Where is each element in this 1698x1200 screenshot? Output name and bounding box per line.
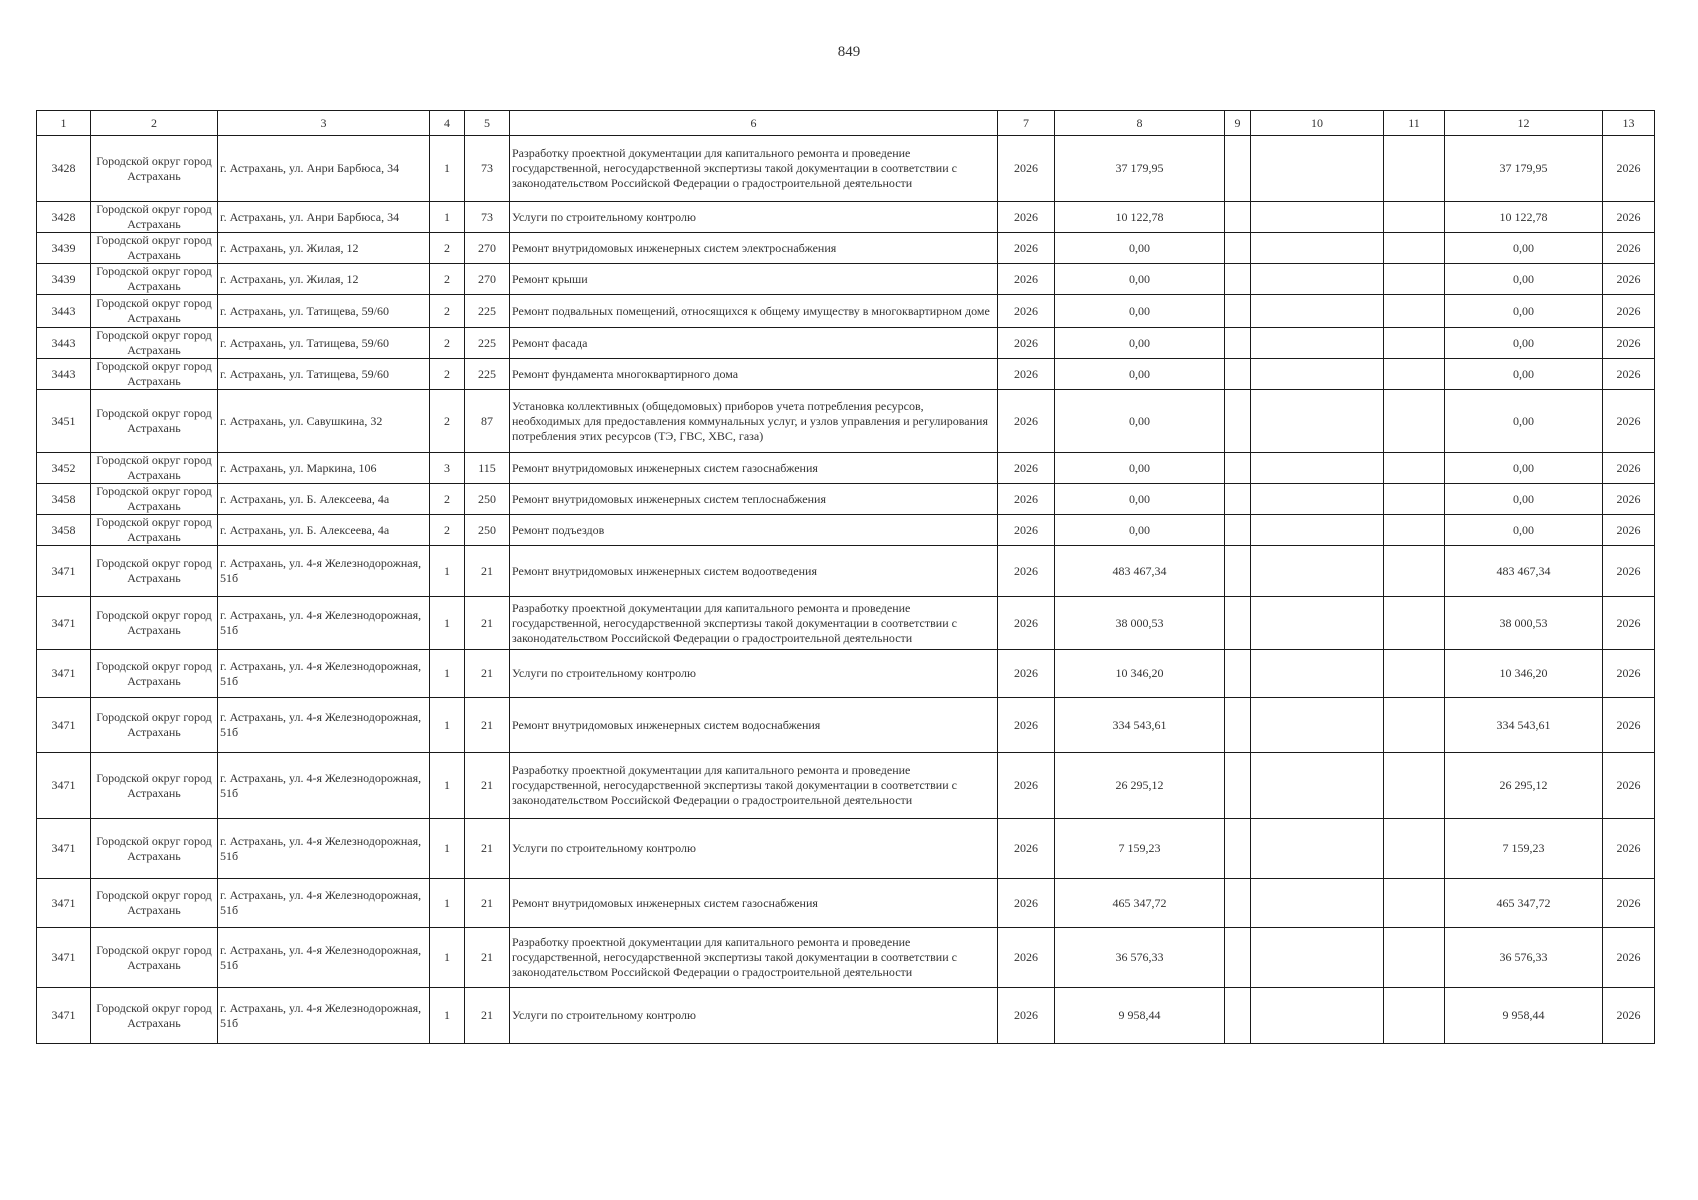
table-row bbox=[37, 233, 1655, 264]
col4-cell: 1 bbox=[430, 753, 465, 819]
address-cell: г. Астрахань, ул. Жилая, 12 bbox=[218, 264, 430, 295]
municipality-cell: Городской округ город Астрахань bbox=[91, 879, 218, 928]
work-type-cell: Ремонт внутридомовых инженерных систем водоснабжения bbox=[510, 698, 998, 753]
work-type-cell: Разработку проектной документации для капитального ремонта и проведение государственной, негосударственной экспертизы такой документации в соответствии с законодательством Российской Федерации о градостроительной деятельности bbox=[510, 597, 998, 650]
column-header: 8 bbox=[1055, 111, 1225, 136]
cost-cell: 10 122,78 bbox=[1055, 202, 1225, 233]
row-id-cell: 3428 bbox=[37, 136, 91, 202]
municipality-cell: Городской округ город Астрахань bbox=[91, 136, 218, 202]
row-id-cell: 3458 bbox=[37, 515, 91, 546]
col5-cell: 225 bbox=[465, 295, 510, 328]
column-header: 11 bbox=[1384, 111, 1445, 136]
col4-cell: 2 bbox=[430, 264, 465, 295]
col11-cell bbox=[1384, 136, 1445, 202]
table-row bbox=[37, 988, 1655, 1044]
year-cell: 2026 bbox=[998, 546, 1055, 597]
col5-cell: 21 bbox=[465, 597, 510, 650]
work-type-cell: Ремонт подъездов bbox=[510, 515, 998, 546]
address-cell: г. Астрахань, ул. Б. Алексеева, 4а bbox=[218, 484, 430, 515]
col13-cell: 2026 bbox=[1603, 928, 1655, 988]
col11-cell bbox=[1384, 988, 1445, 1044]
col4-cell: 2 bbox=[430, 484, 465, 515]
col13-cell: 2026 bbox=[1603, 136, 1655, 202]
cost-cell: 9 958,44 bbox=[1055, 988, 1225, 1044]
col5-cell: 21 bbox=[465, 928, 510, 988]
cost-cell: 36 576,33 bbox=[1055, 928, 1225, 988]
col4-cell: 2 bbox=[430, 233, 465, 264]
col13-cell: 2026 bbox=[1603, 328, 1655, 359]
col4-cell: 2 bbox=[430, 295, 465, 328]
col9-cell bbox=[1225, 988, 1251, 1044]
municipality-cell: Городской округ город Астрахань bbox=[91, 546, 218, 597]
cost-cell: 0,00 bbox=[1055, 359, 1225, 390]
row-id-cell: 3443 bbox=[37, 359, 91, 390]
municipality-cell: Городской округ город Астрахань bbox=[91, 295, 218, 328]
year-cell: 2026 bbox=[998, 879, 1055, 928]
municipality-cell: Городской округ город Астрахань bbox=[91, 819, 218, 879]
col13-cell: 2026 bbox=[1603, 264, 1655, 295]
address-cell: г. Астрахань, ул. 4-я Железнодорожная, 51б bbox=[218, 879, 430, 928]
col12-cell: 0,00 bbox=[1445, 484, 1603, 515]
col13-cell: 2026 bbox=[1603, 988, 1655, 1044]
cost-cell: 483 467,34 bbox=[1055, 546, 1225, 597]
col5-cell: 73 bbox=[465, 202, 510, 233]
col4-cell: 1 bbox=[430, 928, 465, 988]
cost-cell: 0,00 bbox=[1055, 515, 1225, 546]
col9-cell bbox=[1225, 819, 1251, 879]
work-type-cell: Ремонт внутридомовых инженерных систем газоснабжения bbox=[510, 879, 998, 928]
year-cell: 2026 bbox=[998, 650, 1055, 698]
address-cell: г. Астрахань, ул. 4-я Железнодорожная, 51б bbox=[218, 597, 430, 650]
year-cell: 2026 bbox=[998, 484, 1055, 515]
col9-cell bbox=[1225, 879, 1251, 928]
col10-cell bbox=[1251, 597, 1384, 650]
col9-cell bbox=[1225, 390, 1251, 453]
col12-cell: 0,00 bbox=[1445, 390, 1603, 453]
col11-cell bbox=[1384, 928, 1445, 988]
column-header: 5 bbox=[465, 111, 510, 136]
col11-cell bbox=[1384, 390, 1445, 453]
col13-cell: 2026 bbox=[1603, 484, 1655, 515]
col9-cell bbox=[1225, 359, 1251, 390]
col13-cell: 2026 bbox=[1603, 202, 1655, 233]
column-header: 3 bbox=[218, 111, 430, 136]
col9-cell bbox=[1225, 233, 1251, 264]
col12-cell: 0,00 bbox=[1445, 295, 1603, 328]
table-row bbox=[37, 819, 1655, 879]
col9-cell bbox=[1225, 484, 1251, 515]
col4-cell: 1 bbox=[430, 136, 465, 202]
col10-cell bbox=[1251, 264, 1384, 295]
col13-cell: 2026 bbox=[1603, 233, 1655, 264]
work-type-cell: Ремонт подвальных помещений, относящихся к общему имуществу в многоквартирном доме bbox=[510, 295, 998, 328]
table-row bbox=[37, 650, 1655, 698]
col13-cell: 2026 bbox=[1603, 819, 1655, 879]
col10-cell bbox=[1251, 328, 1384, 359]
cost-cell: 465 347,72 bbox=[1055, 879, 1225, 928]
col13-cell: 2026 bbox=[1603, 359, 1655, 390]
col13-cell: 2026 bbox=[1603, 597, 1655, 650]
address-cell: г. Астрахань, ул. Татищева, 59/60 bbox=[218, 328, 430, 359]
work-type-cell: Ремонт внутридомовых инженерных систем электроснабжения bbox=[510, 233, 998, 264]
row-id-cell: 3458 bbox=[37, 484, 91, 515]
address-cell: г. Астрахань, ул. 4-я Железнодорожная, 51б bbox=[218, 819, 430, 879]
col13-cell: 2026 bbox=[1603, 546, 1655, 597]
col12-cell: 37 179,95 bbox=[1445, 136, 1603, 202]
work-type-cell: Ремонт фасада bbox=[510, 328, 998, 359]
column-header: 10 bbox=[1251, 111, 1384, 136]
col10-cell bbox=[1251, 136, 1384, 202]
address-cell: г. Астрахань, ул. 4-я Железнодорожная, 51б bbox=[218, 698, 430, 753]
col9-cell bbox=[1225, 515, 1251, 546]
municipality-cell: Городской округ город Астрахань bbox=[91, 390, 218, 453]
year-cell: 2026 bbox=[998, 928, 1055, 988]
column-header: 1 bbox=[37, 111, 91, 136]
col4-cell: 1 bbox=[430, 202, 465, 233]
address-cell: г. Астрахань, ул. 4-я Железнодорожная, 51б bbox=[218, 928, 430, 988]
row-id-cell: 3471 bbox=[37, 879, 91, 928]
year-cell: 2026 bbox=[998, 988, 1055, 1044]
col12-cell: 334 543,61 bbox=[1445, 698, 1603, 753]
table-row bbox=[37, 484, 1655, 515]
table-row bbox=[37, 753, 1655, 819]
work-type-cell: Разработку проектной документации для капитального ремонта и проведение государственной, негосударственной экспертизы такой документации в соответствии с законодательством Российской Федерации о градостроительной деятельности bbox=[510, 136, 998, 202]
col5-cell: 115 bbox=[465, 453, 510, 484]
row-id-cell: 3471 bbox=[37, 819, 91, 879]
work-type-cell: Услуги по строительному контролю bbox=[510, 988, 998, 1044]
row-id-cell: 3439 bbox=[37, 264, 91, 295]
col5-cell: 21 bbox=[465, 819, 510, 879]
col4-cell: 1 bbox=[430, 546, 465, 597]
year-cell: 2026 bbox=[998, 136, 1055, 202]
year-cell: 2026 bbox=[998, 753, 1055, 819]
cost-cell: 37 179,95 bbox=[1055, 136, 1225, 202]
address-cell: г. Астрахань, ул. 4-я Железнодорожная, 51б bbox=[218, 650, 430, 698]
table-row bbox=[37, 264, 1655, 295]
address-cell: г. Астрахань, ул. Татищева, 59/60 bbox=[218, 359, 430, 390]
address-cell: г. Астрахань, ул. Б. Алексеева, 4а bbox=[218, 515, 430, 546]
col9-cell bbox=[1225, 136, 1251, 202]
row-id-cell: 3439 bbox=[37, 233, 91, 264]
col11-cell bbox=[1384, 484, 1445, 515]
col12-cell: 38 000,53 bbox=[1445, 597, 1603, 650]
cost-cell: 0,00 bbox=[1055, 328, 1225, 359]
municipality-cell: Городской округ город Астрахань bbox=[91, 597, 218, 650]
table-row bbox=[37, 698, 1655, 753]
col13-cell: 2026 bbox=[1603, 515, 1655, 546]
year-cell: 2026 bbox=[998, 295, 1055, 328]
address-cell: г. Астрахань, ул. Татищева, 59/60 bbox=[218, 295, 430, 328]
row-id-cell: 3451 bbox=[37, 390, 91, 453]
col9-cell bbox=[1225, 928, 1251, 988]
col9-cell bbox=[1225, 597, 1251, 650]
col11-cell bbox=[1384, 453, 1445, 484]
table-row bbox=[37, 390, 1655, 453]
col11-cell bbox=[1384, 753, 1445, 819]
address-cell: г. Астрахань, ул. Маркина, 106 bbox=[218, 453, 430, 484]
address-cell: г. Астрахань, ул. Анри Барбюса, 34 bbox=[218, 202, 430, 233]
year-cell: 2026 bbox=[998, 328, 1055, 359]
col5-cell: 270 bbox=[465, 264, 510, 295]
column-header: 2 bbox=[91, 111, 218, 136]
municipality-cell: Городской округ город Астрахань bbox=[91, 264, 218, 295]
row-id-cell: 3443 bbox=[37, 295, 91, 328]
cost-cell: 0,00 bbox=[1055, 233, 1225, 264]
row-id-cell: 3471 bbox=[37, 597, 91, 650]
col11-cell bbox=[1384, 597, 1445, 650]
col12-cell: 0,00 bbox=[1445, 359, 1603, 390]
col12-cell: 10 122,78 bbox=[1445, 202, 1603, 233]
col11-cell bbox=[1384, 879, 1445, 928]
municipality-cell: Городской округ город Астрахань bbox=[91, 328, 218, 359]
year-cell: 2026 bbox=[998, 453, 1055, 484]
row-id-cell: 3471 bbox=[37, 753, 91, 819]
municipality-cell: Городской округ город Астрахань bbox=[91, 515, 218, 546]
col4-cell: 1 bbox=[430, 819, 465, 879]
col11-cell bbox=[1384, 202, 1445, 233]
col5-cell: 87 bbox=[465, 390, 510, 453]
column-number-row bbox=[37, 111, 1655, 136]
row-id-cell: 3428 bbox=[37, 202, 91, 233]
col11-cell bbox=[1384, 264, 1445, 295]
municipality-cell: Городской округ город Астрахань bbox=[91, 233, 218, 264]
col13-cell: 2026 bbox=[1603, 453, 1655, 484]
col4-cell: 3 bbox=[430, 453, 465, 484]
col10-cell bbox=[1251, 698, 1384, 753]
address-cell: г. Астрахань, ул. 4-я Железнодорожная, 51б bbox=[218, 753, 430, 819]
row-id-cell: 3471 bbox=[37, 928, 91, 988]
col9-cell bbox=[1225, 753, 1251, 819]
year-cell: 2026 bbox=[998, 819, 1055, 879]
col12-cell: 7 159,23 bbox=[1445, 819, 1603, 879]
col5-cell: 250 bbox=[465, 515, 510, 546]
col10-cell bbox=[1251, 753, 1384, 819]
col9-cell bbox=[1225, 546, 1251, 597]
col10-cell bbox=[1251, 202, 1384, 233]
col12-cell: 465 347,72 bbox=[1445, 879, 1603, 928]
col11-cell bbox=[1384, 546, 1445, 597]
col4-cell: 2 bbox=[430, 515, 465, 546]
col13-cell: 2026 bbox=[1603, 650, 1655, 698]
year-cell: 2026 bbox=[998, 597, 1055, 650]
row-id-cell: 3471 bbox=[37, 698, 91, 753]
work-type-cell: Услуги по строительному контролю bbox=[510, 819, 998, 879]
col9-cell bbox=[1225, 650, 1251, 698]
address-cell: г. Астрахань, ул. 4-я Железнодорожная, 51б bbox=[218, 546, 430, 597]
col9-cell bbox=[1225, 328, 1251, 359]
col11-cell bbox=[1384, 233, 1445, 264]
col9-cell bbox=[1225, 264, 1251, 295]
col12-cell: 0,00 bbox=[1445, 453, 1603, 484]
col4-cell: 1 bbox=[430, 597, 465, 650]
municipality-cell: Городской округ город Астрахань bbox=[91, 698, 218, 753]
col9-cell bbox=[1225, 295, 1251, 328]
column-header: 13 bbox=[1603, 111, 1655, 136]
municipality-cell: Городской округ город Астрахань bbox=[91, 453, 218, 484]
municipality-cell: Городской округ город Астрахань bbox=[91, 988, 218, 1044]
work-type-cell: Ремонт фундамента многоквартирного дома bbox=[510, 359, 998, 390]
table-row bbox=[37, 295, 1655, 328]
col5-cell: 270 bbox=[465, 233, 510, 264]
col12-cell: 9 958,44 bbox=[1445, 988, 1603, 1044]
cost-cell: 0,00 bbox=[1055, 295, 1225, 328]
year-cell: 2026 bbox=[998, 202, 1055, 233]
address-cell: г. Астрахань, ул. Анри Барбюса, 34 bbox=[218, 136, 430, 202]
work-type-cell: Ремонт внутридомовых инженерных систем газоснабжения bbox=[510, 453, 998, 484]
cost-cell: 38 000,53 bbox=[1055, 597, 1225, 650]
col11-cell bbox=[1384, 515, 1445, 546]
col4-cell: 2 bbox=[430, 390, 465, 453]
col4-cell: 1 bbox=[430, 698, 465, 753]
cost-cell: 26 295,12 bbox=[1055, 753, 1225, 819]
col5-cell: 21 bbox=[465, 650, 510, 698]
column-header: 4 bbox=[430, 111, 465, 136]
cost-cell: 0,00 bbox=[1055, 453, 1225, 484]
cost-cell: 7 159,23 bbox=[1055, 819, 1225, 879]
col12-cell: 483 467,34 bbox=[1445, 546, 1603, 597]
col10-cell bbox=[1251, 819, 1384, 879]
col4-cell: 2 bbox=[430, 359, 465, 390]
col5-cell: 21 bbox=[465, 988, 510, 1044]
col12-cell: 0,00 bbox=[1445, 515, 1603, 546]
municipality-cell: Городской округ город Астрахань bbox=[91, 202, 218, 233]
col10-cell bbox=[1251, 988, 1384, 1044]
row-id-cell: 3471 bbox=[37, 650, 91, 698]
work-type-cell: Ремонт внутридомовых инженерных систем теплоснабжения bbox=[510, 484, 998, 515]
col5-cell: 21 bbox=[465, 546, 510, 597]
col11-cell bbox=[1384, 698, 1445, 753]
table-row bbox=[37, 879, 1655, 928]
col5-cell: 21 bbox=[465, 753, 510, 819]
municipality-cell: Городской округ город Астрахань bbox=[91, 928, 218, 988]
col5-cell: 21 bbox=[465, 879, 510, 928]
year-cell: 2026 bbox=[998, 390, 1055, 453]
address-cell: г. Астрахань, ул. Жилая, 12 bbox=[218, 233, 430, 264]
column-header: 9 bbox=[1225, 111, 1251, 136]
col10-cell bbox=[1251, 650, 1384, 698]
year-cell: 2026 bbox=[998, 515, 1055, 546]
col11-cell bbox=[1384, 359, 1445, 390]
col13-cell: 2026 bbox=[1603, 753, 1655, 819]
col12-cell: 0,00 bbox=[1445, 328, 1603, 359]
work-type-cell: Установка коллективных (общедомовых) приборов учета потребления ресурсов, необходимых для предоставления коммунальных услуг, и узлов управления и регулирования потребления этих ресурсов (ТЭ, ГВС, ХВС, газа) bbox=[510, 390, 998, 453]
col4-cell: 1 bbox=[430, 988, 465, 1044]
col13-cell: 2026 bbox=[1603, 295, 1655, 328]
col10-cell bbox=[1251, 233, 1384, 264]
cost-cell: 10 346,20 bbox=[1055, 650, 1225, 698]
col13-cell: 2026 bbox=[1603, 879, 1655, 928]
page-number: 849 bbox=[837, 44, 861, 60]
col5-cell: 73 bbox=[465, 136, 510, 202]
col12-cell: 0,00 bbox=[1445, 264, 1603, 295]
municipality-cell: Городской округ город Астрахань bbox=[91, 753, 218, 819]
table-row bbox=[37, 928, 1655, 988]
cost-cell: 334 543,61 bbox=[1055, 698, 1225, 753]
year-cell: 2026 bbox=[998, 264, 1055, 295]
table-row bbox=[37, 546, 1655, 597]
work-type-cell: Разработку проектной документации для капитального ремонта и проведение государственной, негосударственной экспертизы такой документации в соответствии с законодательством Российской Федерации о градостроительной деятельности bbox=[510, 753, 998, 819]
col12-cell: 26 295,12 bbox=[1445, 753, 1603, 819]
col9-cell bbox=[1225, 698, 1251, 753]
address-cell: г. Астрахань, ул. Савушкина, 32 bbox=[218, 390, 430, 453]
work-type-cell: Услуги по строительному контролю bbox=[510, 650, 998, 698]
table-row bbox=[37, 328, 1655, 359]
work-type-cell: Ремонт крыши bbox=[510, 264, 998, 295]
work-type-cell: Ремонт внутридомовых инженерных систем водоотведения bbox=[510, 546, 998, 597]
year-cell: 2026 bbox=[998, 698, 1055, 753]
row-id-cell: 3471 bbox=[37, 546, 91, 597]
municipality-cell: Городской округ город Астрахань bbox=[91, 359, 218, 390]
col9-cell bbox=[1225, 453, 1251, 484]
col10-cell bbox=[1251, 546, 1384, 597]
table-row bbox=[37, 597, 1655, 650]
col10-cell bbox=[1251, 484, 1384, 515]
row-id-cell: 3471 bbox=[37, 988, 91, 1044]
year-cell: 2026 bbox=[998, 359, 1055, 390]
table-row bbox=[37, 136, 1655, 202]
col5-cell: 21 bbox=[465, 698, 510, 753]
column-header: 12 bbox=[1445, 111, 1603, 136]
col10-cell bbox=[1251, 515, 1384, 546]
col11-cell bbox=[1384, 650, 1445, 698]
municipality-cell: Городской округ город Астрахань bbox=[91, 484, 218, 515]
col10-cell bbox=[1251, 928, 1384, 988]
cost-cell: 0,00 bbox=[1055, 484, 1225, 515]
col11-cell bbox=[1384, 328, 1445, 359]
table-row bbox=[37, 359, 1655, 390]
table-row bbox=[37, 202, 1655, 233]
col10-cell bbox=[1251, 359, 1384, 390]
repair-program-table bbox=[36, 110, 1655, 1044]
table-body bbox=[37, 136, 1655, 1044]
col4-cell: 1 bbox=[430, 650, 465, 698]
col12-cell: 0,00 bbox=[1445, 233, 1603, 264]
column-header: 6 bbox=[510, 111, 998, 136]
cost-cell: 0,00 bbox=[1055, 264, 1225, 295]
col5-cell: 225 bbox=[465, 328, 510, 359]
col11-cell bbox=[1384, 295, 1445, 328]
work-type-cell: Разработку проектной документации для капитального ремонта и проведение государственной, негосударственной экспертизы такой документации в соответствии с законодательством Российской Федерации о градостроительной деятельности bbox=[510, 928, 998, 988]
work-type-cell: Услуги по строительному контролю bbox=[510, 202, 998, 233]
row-id-cell: 3452 bbox=[37, 453, 91, 484]
col5-cell: 250 bbox=[465, 484, 510, 515]
table-row bbox=[37, 453, 1655, 484]
col12-cell: 36 576,33 bbox=[1445, 928, 1603, 988]
col9-cell bbox=[1225, 202, 1251, 233]
col4-cell: 2 bbox=[430, 328, 465, 359]
col10-cell bbox=[1251, 453, 1384, 484]
row-id-cell: 3443 bbox=[37, 328, 91, 359]
col10-cell bbox=[1251, 879, 1384, 928]
col10-cell bbox=[1251, 390, 1384, 453]
address-cell: г. Астрахань, ул. 4-я Железнодорожная, 51б bbox=[218, 988, 430, 1044]
column-header: 7 bbox=[998, 111, 1055, 136]
col12-cell: 10 346,20 bbox=[1445, 650, 1603, 698]
col5-cell: 225 bbox=[465, 359, 510, 390]
cost-cell: 0,00 bbox=[1055, 390, 1225, 453]
col4-cell: 1 bbox=[430, 879, 465, 928]
col10-cell bbox=[1251, 295, 1384, 328]
col11-cell bbox=[1384, 819, 1445, 879]
table-row bbox=[37, 515, 1655, 546]
col13-cell: 2026 bbox=[1603, 390, 1655, 453]
col13-cell: 2026 bbox=[1603, 698, 1655, 753]
year-cell: 2026 bbox=[998, 233, 1055, 264]
municipality-cell: Городской округ город Астрахань bbox=[91, 650, 218, 698]
